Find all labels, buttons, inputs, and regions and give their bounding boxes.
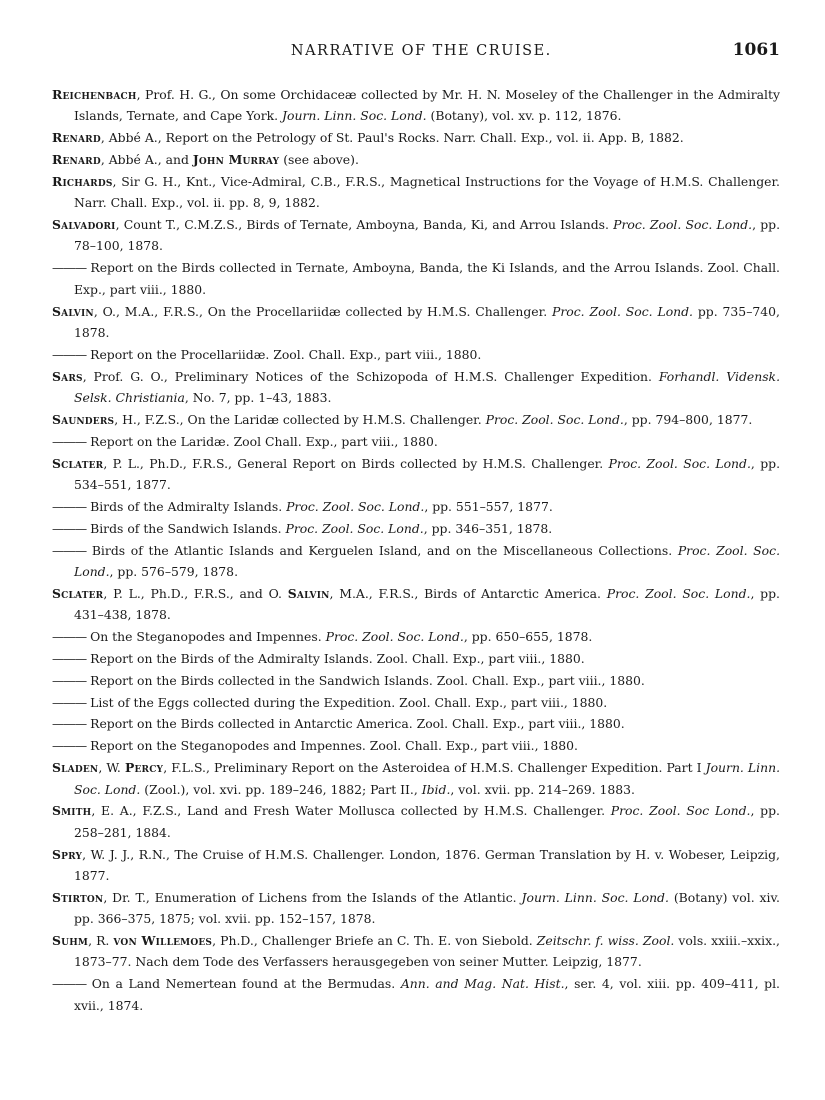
entry-text: (see above). (279, 152, 359, 168)
entry-text: On the Steganopodes and Impennes. (86, 628, 326, 644)
bibliography-entry (52, 453, 780, 496)
journal-title: Forhandl. Vidensk. Selsk. Christiania (74, 368, 781, 405)
bibliography-entry (52, 648, 780, 669)
journal-title: Proc. Zool. Soc. Lond. (325, 628, 464, 644)
ditto-dash: ——— (52, 672, 87, 688)
bibliography-entry (52, 800, 780, 843)
entry-text: , pp. 551–557, 1877. (424, 498, 553, 514)
entry-text: , pp. 78–100, 1878. (74, 217, 781, 254)
bibliography-entry (52, 930, 780, 973)
bibliography-entry (52, 301, 780, 344)
journal-title: Proc. Zool. Soc Lond. (610, 803, 751, 819)
entry-text: Report on the Steganopodes and Impennes. Zool. Chall. Exp., part viii., 1880. (86, 738, 578, 754)
bibliography-entry (52, 431, 780, 452)
bibliography-entry (52, 344, 780, 365)
journal-title: Journ. Linn. Soc. Lond. (521, 889, 669, 905)
journal-title: Zeitschr. f. wiss. Zool. (536, 933, 675, 949)
bibliography-entry (52, 409, 780, 430)
bibliography-list (52, 84, 780, 1016)
bibliography-entry (52, 887, 780, 930)
ditto-dash: ——— (52, 433, 87, 449)
entry-author: Sladen (52, 760, 99, 776)
journal-title: Proc. Zool. Soc. Lond. (606, 585, 751, 601)
entry-text: , Prof. H. G., On some Orchidaceæ collected by Mr. H. N. Moseley of the Challenger in the Admiralty Islands, Ternate, and Cape York. (74, 87, 780, 124)
entry-text: (Botany) vol. xiv. pp. 366–375, 1875; vol. xvii. pp. 152–157, 1878. (74, 889, 780, 927)
entry-text: , Abbé A., Report on the Petrology of St. Paul's Rocks. Narr. Chall. Exp., vol. ii. App. B, 1882. (100, 130, 684, 146)
entry-text: , Abbé A., and (100, 152, 193, 168)
entry-text: Birds of the Atlantic Islands and Kerguelen Island, and on the Miscellaneous Collections. (86, 542, 678, 558)
entry-text: Report on the Birds collected in the Sandwich Islands. Zool. Chall. Exp., part viii., 1880. (86, 672, 645, 688)
entry-text: , Prof. G. O., Preliminary Notices of the Schizopoda of H.M.S. Challenger Expedition. (82, 368, 659, 384)
coauthor-name: von Willemoes (113, 933, 213, 949)
entry-text: , ser. 4, vol. xiii. pp. 409–411, pl. xvii., 1874. (74, 976, 780, 1013)
entry-author: Spry (52, 846, 83, 862)
entry-author: Sclater (52, 455, 104, 471)
journal-title: Proc. Zool. Soc. Lond. (485, 411, 624, 427)
running-title: NARRATIVE OF THE CRUISE. (290, 43, 552, 59)
ditto-dash: ——— (52, 260, 87, 276)
bibliography-entry (52, 583, 780, 626)
ditto-dash: ——— (52, 650, 87, 666)
entry-text: , E. A., F.Z.S., Land and Fresh Water Mollusca collected by H.M.S. Challenger. (91, 803, 611, 819)
entry-text: Report on the Laridæ. Zool Chall. Exp., part viii., 1880. (86, 433, 438, 449)
bibliography-entry (52, 257, 780, 300)
entry-text: , H., F.Z.S., On the Laridæ collected by H.M.S. Challenger. (114, 411, 486, 427)
entry-text: vols. xxiii.–xxix., 1873–77. Nach dem Tode des Verfassers herausgegeben von seiner Mutter. Leipzig, 1877. (74, 933, 780, 970)
entry-author: Stirton (52, 889, 104, 905)
entry-text: pp. 735–740, 1878. (74, 303, 780, 340)
bibliography-entry (52, 214, 780, 257)
ditto-dash: ——— (52, 738, 87, 754)
entry-author: Reichenbach (52, 87, 137, 102)
entry-text: , R. (88, 933, 114, 949)
coauthor-name: Salvin (287, 585, 330, 601)
ditto-dash: ——— (52, 628, 87, 644)
journal-title: Journ. Linn. Soc. Lond. (282, 108, 427, 124)
entry-text: List of the Eggs collected during the Expedition. Zool. Chall. Exp., part viii., 1880. (86, 694, 608, 710)
bibliography-entry (52, 973, 780, 1016)
entry-text: , O., M.A., F.R.S., On the Procellariidæ collected by H.M.S. Challenger. (93, 303, 552, 319)
ditto-dash: ——— (52, 498, 87, 514)
entry-text: Birds of the Admiralty Islands. (86, 498, 287, 514)
bibliography-entry (52, 127, 780, 148)
entry-text: , pp. 534–551, 1877. (74, 455, 781, 492)
bibliography-entry (52, 366, 780, 409)
bibliography-entry (52, 757, 780, 800)
entry-author: Suhm (52, 933, 89, 949)
bibliography-entry (52, 626, 780, 647)
entry-author: Saunders (52, 411, 115, 427)
entry-text: On a Land Nemertean found at the Bermudas. (86, 976, 401, 992)
entry-text: , vol. xvii. pp. 214–269. 1883. (450, 781, 635, 797)
ditto-dash: ——— (52, 520, 87, 536)
entry-text: , pp. 258–281, 1884. (74, 803, 780, 840)
entry-text: , pp. 794–800, 1877. (623, 411, 753, 427)
bibliography-entry (52, 540, 780, 583)
entry-text: , pp. 431–438, 1878. (74, 585, 780, 623)
journal-title: Proc. Zool. Soc. Lond. (286, 498, 425, 514)
bibliography-entry (52, 518, 780, 539)
bibliography-entry (52, 692, 780, 713)
entry-author: Salvin (52, 303, 94, 319)
entry-text: , No. 7, pp. 1–43, 1883. (184, 389, 332, 405)
journal-title: Proc. Zool. Soc. Lond. (74, 542, 781, 579)
journal-title: Proc. Zool. Soc. Lond. (613, 217, 753, 233)
entry-text: , Count T., C.M.Z.S., Birds of Ternate, Amboyna, Banda, Ki, and Arrou Islands. (115, 217, 614, 233)
bibliography-entry (52, 670, 780, 691)
entry-text: Report on the Procellariidæ. Zool. Chall. Exp., part viii., 1880. (86, 346, 482, 362)
entry-text: , Dr. T., Enumeration of Lichens from the Islands of the Atlantic. (103, 889, 522, 905)
entry-author: Sars (52, 368, 83, 384)
coauthor-name: John Murray (192, 152, 280, 168)
ditto-dash: ——— (52, 346, 87, 362)
entry-text: (Zool.), vol. xvi. pp. 189–246, 1882; Part II., (140, 781, 422, 797)
entry-text: Report on the Birds collected in Ternate, Amboyna, Banda, the Ki Islands, and the Arrou Islands. Zool. Chall. Exp., part viii., 1880. (74, 260, 780, 297)
entry-text: , pp. 346–351, 1878. (423, 520, 553, 536)
entry-author: Smith (52, 803, 92, 819)
bibliography-entry (52, 713, 780, 734)
ditto-dash: ——— (52, 716, 87, 732)
entry-text: , pp. 576–579, 1878. (109, 563, 239, 579)
journal-title: Journ. Linn. Soc. Lond. (74, 760, 781, 797)
entry-text: , pp. 650–655, 1878. (463, 628, 593, 644)
bibliography-entry (52, 735, 780, 756)
bibliography-entry (52, 149, 780, 170)
ditto-dash: ——— (52, 976, 87, 992)
entry-text: Report on the Birds collected in Antarctic America. Zool. Chall. Exp., part viii., 1880. (86, 716, 625, 732)
entry-text: , P. L., Ph.D., F.R.S., General Report on Birds collected by H.M.S. Challenger. (103, 455, 609, 471)
journal-title: Proc. Zool. Soc. Lond. (552, 303, 693, 319)
entry-text: , W. J. J., R.N., The Cruise of H.M.S. Challenger. London, 1876. German Translation by H. v. Wobeser, Leipzig, 1877. (74, 846, 780, 883)
journal-title: Ann. and Mag. Nat. Hist. (400, 976, 565, 992)
bibliography-entry (52, 84, 780, 127)
entry-text: (Botany), vol. xv. p. 112, 1876. (426, 108, 622, 124)
entry-author: Richards (52, 173, 113, 189)
page-header (50, 40, 780, 68)
entry-text: , Ph.D., Challenger Briefe an C. Th. E. von Siebold. (212, 933, 537, 949)
entry-text: , P. L., Ph.D., F.R.S., and O. (103, 585, 288, 601)
journal-title: Proc. Zool. Soc. Lond. (285, 520, 424, 536)
ditto-dash: ——— (52, 542, 87, 558)
bibliography-entry (52, 171, 780, 214)
entry-text: , F.L.S., Preliminary Report on the Asteroidea of H.M.S. Challenger Expedition. Part I (163, 760, 706, 776)
entry-text: , W. (98, 760, 125, 776)
coauthor-name: Percy (124, 760, 164, 776)
entry-author: Renard (52, 152, 101, 168)
entry-text: , M.A., F.R.S., Birds of Antarctic America. (329, 585, 607, 601)
ditto-dash: ——— (52, 694, 87, 710)
entry-author: Salvadori (52, 217, 116, 233)
bibliography-entry (52, 496, 780, 517)
entry-author: Sclater (52, 585, 104, 601)
entry-text: Birds of the Sandwich Islands. (86, 520, 286, 536)
entry-author: Renard (52, 130, 101, 146)
entry-text: Report on the Birds of the Admiralty Islands. Zool. Chall. Exp., part viii., 1880. (86, 650, 585, 666)
bibliography-entry (52, 844, 780, 887)
page-number: 1061 (732, 40, 780, 60)
entry-text: , Sir G. H., Knt., Vice-Admiral, C.B., F.R.S., Magnetical Instructions for the Voyage of H.M.S. Challenger. Narr. Chall. Exp., vol. ii. pp. 8, 9, 1882. (74, 173, 780, 211)
journal-title: Proc. Zool. Soc. Lond. (608, 455, 751, 471)
journal-title: Ibid. (421, 781, 451, 797)
